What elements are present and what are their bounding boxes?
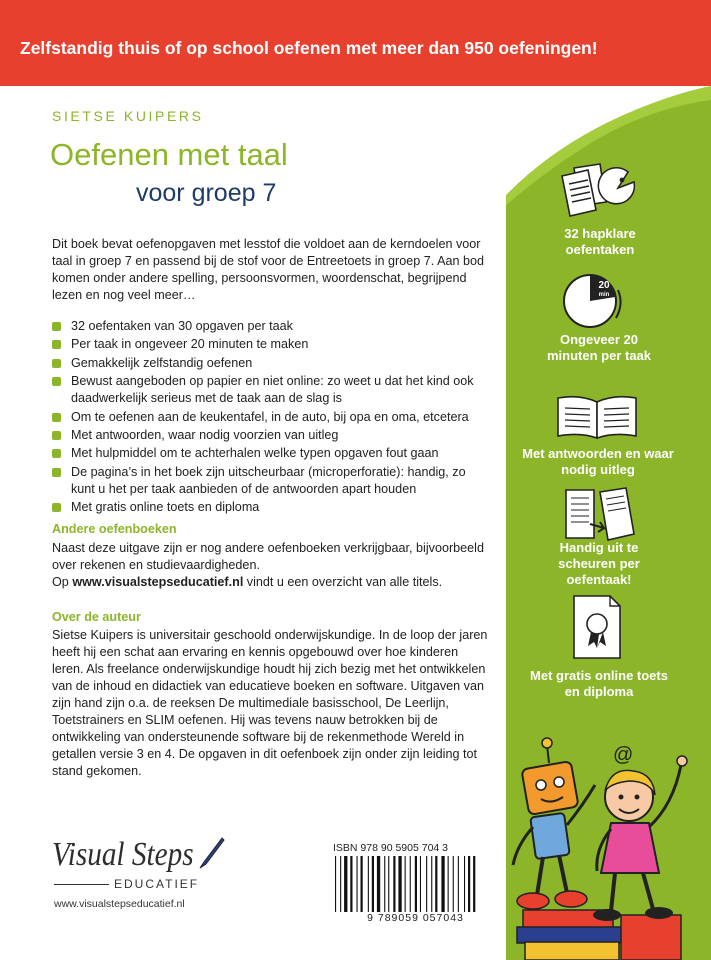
bullet-icon <box>52 449 61 458</box>
bullet-icon <box>52 413 61 422</box>
pen-icon <box>196 836 226 870</box>
feature-list <box>52 318 492 518</box>
barcode-digits: 9 789059 057043 <box>333 912 498 924</box>
list-item: De pagina’s in het boek zijn uitscheurbaar (microperforatie): handig, zo kunt u het per taak aanbieden of de antwoorden apart houden <box>52 464 492 498</box>
other-books-heading: Andere oefenboeken <box>52 522 177 536</box>
book-title: Oefenen met taal <box>50 137 288 172</box>
diploma-icon <box>566 592 626 662</box>
cartoon-characters-illustration <box>503 705 711 960</box>
clock-unit: min <box>598 292 610 298</box>
bullet-icon <box>52 359 61 368</box>
list-item: Om te oefenen aan de keukentafel, in de auto, bij opa en oma, etcetera <box>52 409 492 426</box>
open-book-icon <box>552 392 642 442</box>
worksheets-icon <box>556 158 646 220</box>
list-item: Met antwoorden, waar nodig voorzien van uitleg <box>52 427 492 444</box>
bullet-icon <box>52 431 61 440</box>
other-books-text: Naast deze uitgave zijn er nog andere oefenboeken verkrijgbaar, bijvoorbeeld over rekenen en studievaardigheden. Op www.visualstepseducatief.nl vindt u een overzicht van alle titels. <box>52 541 484 589</box>
feature-label: 32 hapklare oefentaken <box>564 226 636 257</box>
feature-label: Met gratis online toets en diploma <box>530 668 668 699</box>
bullet-icon <box>52 503 61 512</box>
author-heading: Over de auteur <box>52 610 141 624</box>
bullet-icon <box>52 340 61 349</box>
list-item: Per taak in ongeveer 20 minuten te maken <box>52 336 492 353</box>
intro-paragraph: Dit boek bevat oefenopgaven met lesstof die voldoet aan de kerndoelen voor taal in groep 7 en passend bij de stof voor de Entreetoets in groep 7. Aan bod komen onder andere spelling, persoonsvormen, woordenschat, begrijpend lezen en nog veel meer… <box>52 237 484 302</box>
website-link[interactable]: www.visualstepseducatief.nl <box>72 575 244 589</box>
publisher-sub: EDUCATIEF <box>114 877 200 891</box>
author-bio: Sietse Kuipers is universitair geschoold onderwijskundige. In de loop der jaren heeft hij een schat aan ervaring en kennis opgebouwd over hoe kinderen leren. Als freelance onderwijskundige houdt hij zich bezig met het ontwikkelen van de inhoud en didactiek van educatieve boeken en software. Uitgaven van zijn hand zijn o.a. de reeksen De multimediale basisschool, De Leerlijn, Toetstrainers en SLIM oefenen. Hij was tevens nauw betrokken bij de ontwikkeling van ondersteunende software bij de rekenmethode Wereld in getallen versie 3 en 4. De opgaven in dit oefenboek zijn onder zijn leiding tot stand gekomen. <box>52 628 488 778</box>
author-name: SIETSE KUIPERS <box>52 108 204 124</box>
logo-divider <box>54 884 109 885</box>
list-item: Met hulpmiddel om te achterhalen welke typen opgaven fout gaan <box>52 445 492 462</box>
at-sign-icon: @ <box>613 744 634 766</box>
publisher-name: Visual Steps <box>52 836 194 873</box>
feature-label: Handig uit te scheuren per oefentaak! <box>558 540 640 587</box>
feature-label: Ongeveer 20 minuten per taak <box>546 332 652 363</box>
top-banner <box>0 0 711 86</box>
list-item: Bewust aangeboden op papier en niet online: zo weet u dat het kind ook daadwerkelijk serieus met de taak aan de slag is <box>52 373 492 407</box>
list-item: Met gratis online toets en diploma <box>52 499 492 516</box>
clock-label: 20 <box>598 280 610 291</box>
bullet-icon <box>52 468 61 477</box>
publisher-logo <box>48 832 228 922</box>
clock-icon <box>560 270 630 332</box>
publisher-url[interactable]: www.visualstepseducatief.nl <box>54 898 185 910</box>
torn-pages-icon <box>560 484 640 544</box>
list-item: Gemakkelijk zelfstandig oefenen <box>52 355 492 372</box>
banner-text: Zelfstandig thuis of op school oefenen met meer dan 950 oefeningen! <box>20 38 598 58</box>
list-item: 32 oefentaken van 30 opgaven per taak <box>52 318 492 335</box>
bullet-icon <box>52 322 61 331</box>
feature-label: Met antwoorden en waar nodig uitleg <box>522 446 674 477</box>
isbn-label: ISBN 978 90 5905 704 3 <box>333 842 449 854</box>
book-subtitle: voor groep 7 <box>136 179 277 207</box>
bullet-icon <box>52 377 61 386</box>
